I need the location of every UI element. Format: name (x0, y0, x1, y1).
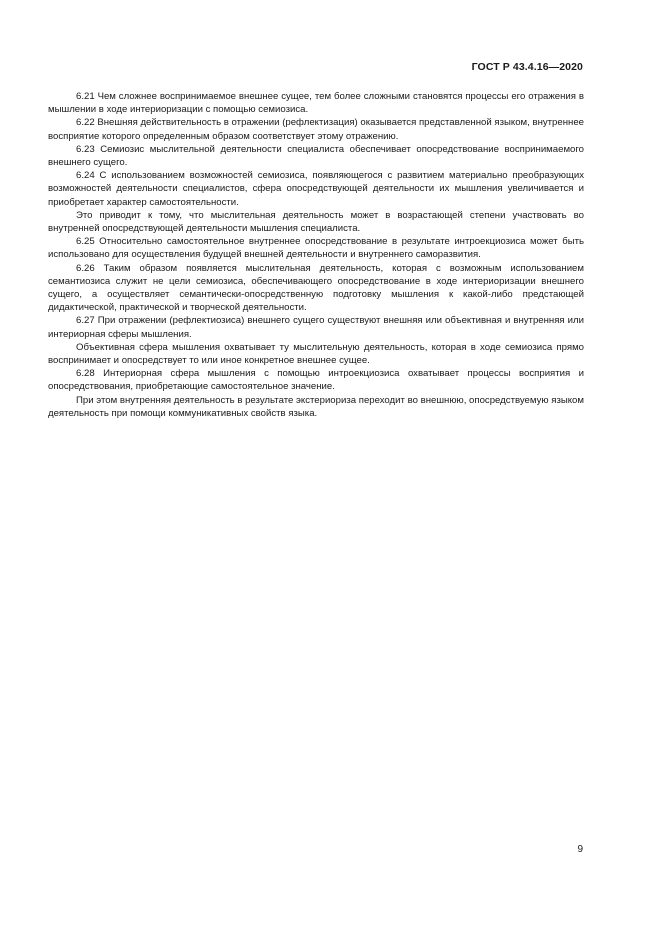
paragraph-6-24-continued: Это приводит к тому, что мыслительная деятельность может в возрастающей степени участвовать во внутренней опосредствующей деятельности мышления специалиста. (48, 209, 584, 235)
standard-code-header: ГОСТ Р 43.4.16—2020 (471, 61, 583, 73)
paragraph-6-24: 6.24 С использованием возможностей семиозиса, появляющегося с развитием материально преобразующих возможностей деятельности специалистов, сфера опосредствующей деятельности их мышления увеличивается и приобретает характер самостоятельности. (48, 170, 584, 208)
paragraph-6-28: 6.28 Интериорная сфера мышления с помощью интроекциозиса охватывает процессы восприятия и опосредствования, приобретающие самостоятельное значение. (48, 368, 584, 393)
page-number: 9 (577, 844, 583, 855)
body-text (48, 90, 584, 420)
paragraph-6-21: 6.21 Чем сложнее воспринимаемое внешнее сущее, тем более сложными становятся процессы его отражения в мышлении в ходе интериоризации с помощью семиозиса. (48, 91, 584, 116)
paragraph-6-26: 6.26 Таким образом появляется мыслительная деятельность, которая с возможным использованием семантиозиса служит не цели семиозиса, обеспечивающего опосредствование в ходе интериоризации внешнего сущего, а осуществляет семантически-опосредственную подготовку мышления к какой-либо предстающей дидактической, практической и творческой деятельности. (48, 262, 584, 314)
paragraph-6-23: 6.23 Семиозис мыслительной деятельности специалиста обеспечивает опосредствование воспринимаемого внешнего сущего. (48, 143, 584, 169)
paragraph-6-28-continued: При этом внутренняя деятельность в результате экстериориза переходит во внешнюю, опосредствуемую языком деятельность при помощи коммуникативных свойств языка. (48, 394, 584, 419)
paragraph-6-22: 6.22 Внешняя действительность в отражении (рефлектизация) оказывается представленной языком, внутреннее восприятие которого определенным образом соответствует этому отражению. (48, 117, 584, 142)
paragraph-6-27-continued: Объективная сфера мышления охватывает ту мыслительную деятельность, которая в ходе семиозиса прямо воспринимает и опосредствует то или иное конкретное внешнее сущее. (48, 341, 584, 367)
paragraph-6-25: 6.25 Относительно самостоятельное внутреннее опосредствование в результате интроекциозиса может быть использовано для осуществления будущей внешней деятельности и внутреннего саморазвития. (48, 236, 584, 261)
paragraph-6-27: 6.27 При отражении (рефлектиозиса) внешнего сущего существуют внешняя или объективная и внутренняя или интериорная сферы мышления. (48, 315, 584, 340)
